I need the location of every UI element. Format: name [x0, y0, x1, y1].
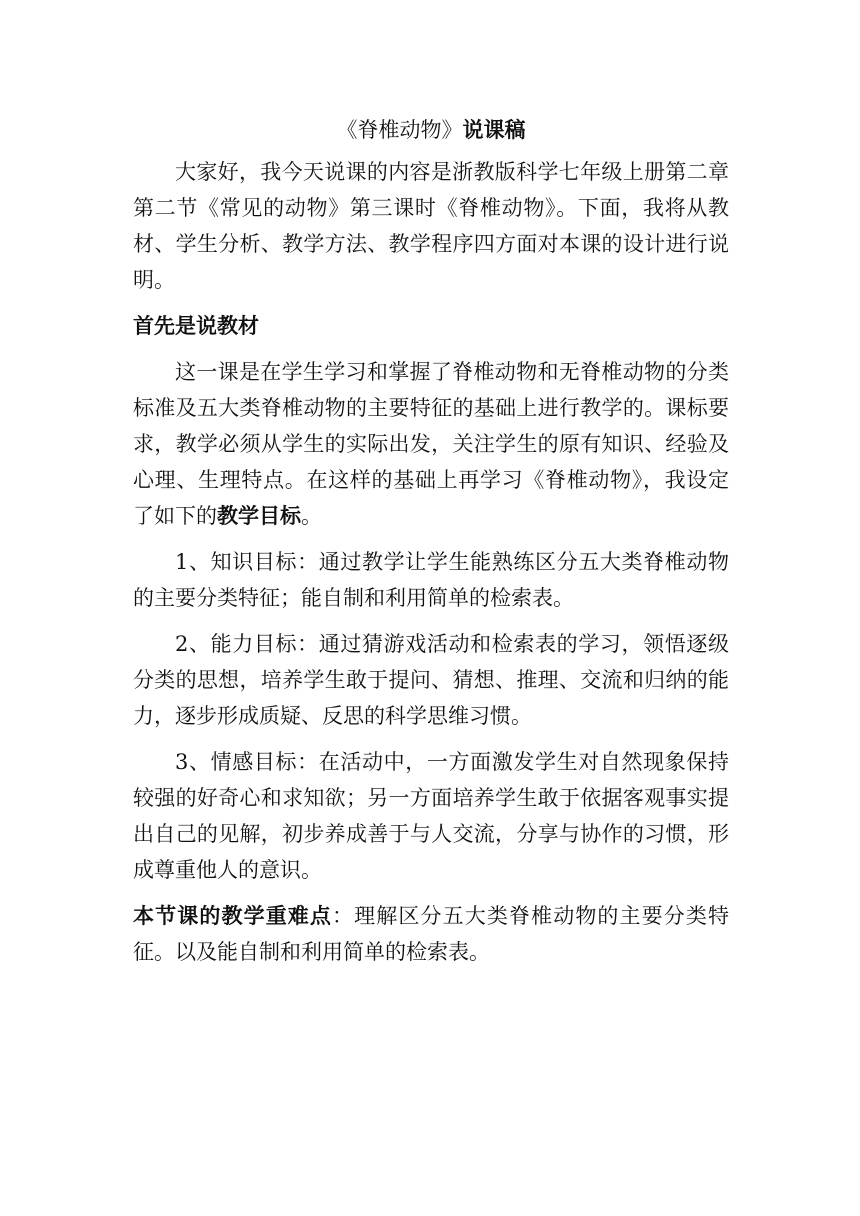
textbook-paragraph — [133, 354, 729, 534]
textbook-paragraph-end: 。 — [301, 504, 322, 528]
title-suffix: 说课稿 — [462, 118, 526, 142]
key-difficulties-paragraph — [133, 898, 729, 970]
textbook-paragraph-text: 这一课是在学生学习和掌握了脊椎动物和无脊椎动物的分类标准及五大类脊椎动物的主要特征的基础上进行教学的。课标要求，教学必须从学生的实际出发，关注学生的原有知识、经验及心理、生理特点。在这样的基础上再学习《脊椎动物》，我设定了如下的 — [133, 360, 729, 528]
intro-paragraph: 大家好，我今天说课的内容是浙教版科学七年级上册第二章第二节《常见的动物》第三课时《脊椎动物》。下面，我将从教材、学生分析、教学方法、教学程序四方面对本课的设计进行说明。 — [133, 160, 729, 292]
document-body — [133, 112, 729, 980]
key-difficulties-label: 本节课的教学重难点 — [133, 904, 333, 928]
knowledge-goal: 1、知识目标：通过教学让学生能熟练区分五大类脊椎动物的主要分类特征；能自制和利用简单的检索表。 — [133, 550, 729, 610]
section-heading-textbook: 首先是说教材 — [133, 314, 259, 338]
key-difficulties-text: ：理解区分五大类脊椎动物的主要分类特征。以及能自制和利用简单的检索表。 — [133, 904, 730, 964]
title-book-name: 《脊椎动物》 — [336, 118, 463, 142]
document-title — [133, 112, 729, 148]
ability-goal: 2、能力目标：通过猜游戏活动和检索表的学习，领悟逐级分类的思想，培养学生敢于提问、猜想、推理、交流和归纳的能力，逐步形成质疑、反思的科学思维习惯。 — [133, 632, 729, 728]
teaching-goals-label: 教学目标 — [217, 504, 301, 528]
emotion-goal: 3、情感目标：在活动中，一方面激发学生对自然现象保持较强的好奇心和求知欲；另一方面培养学生敢于依据客观事实提出自己的见解，初步养成善于与人交流，分享与协作的习惯，形成尊重他人的意识。 — [133, 750, 729, 882]
